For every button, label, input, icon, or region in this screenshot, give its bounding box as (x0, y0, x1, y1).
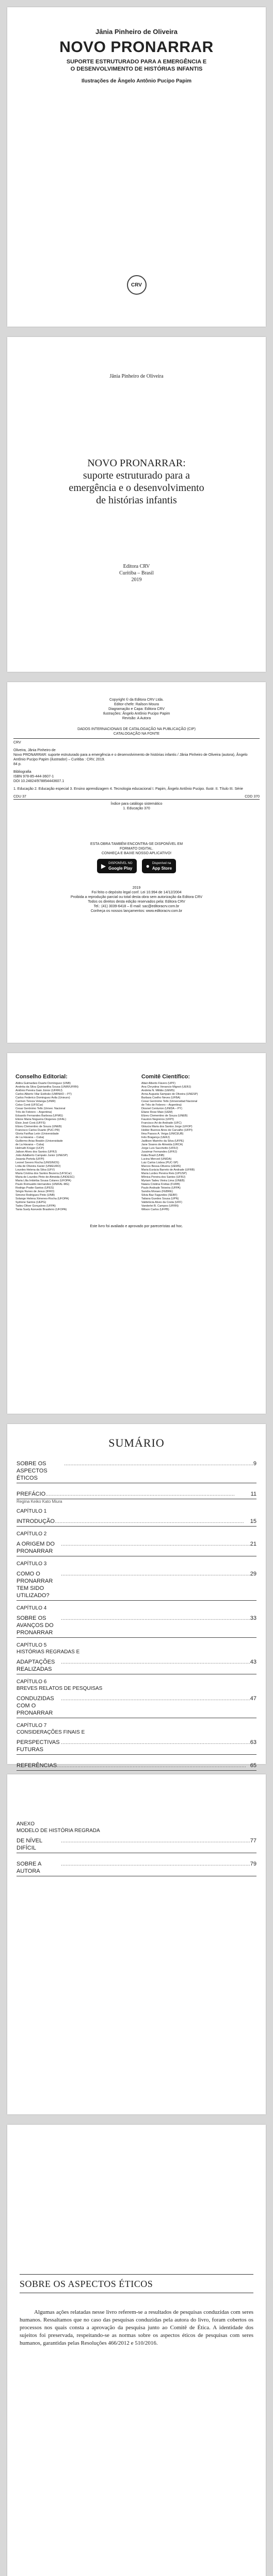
scientific-member: Barbara Coelho Neves (UFBA) (141, 1096, 181, 1099)
publisher-logo-text: CRV (131, 282, 142, 288)
toc-entry-page: 65 (250, 1762, 256, 1769)
toc-entry-line (17, 1457, 256, 1483)
toc-entry-page: 77 (250, 1838, 256, 1844)
toc-entry-dots: ........................................................................................................................ (57, 1762, 246, 1769)
toc-entry-label-2: MODELO DE HISTÓRIA REGRADA (17, 1828, 100, 1834)
half-title-subtitle-3: de histórias infantis (96, 495, 177, 506)
legal-line-4: Tel.: (41) 3039-6418 – E-mail: sac@editoracrv.com.br (93, 905, 180, 908)
toc-entry-dots: ........................................................................................................................ (61, 1861, 250, 1867)
editorial-member: Elione Maria Nogueira Diogenes (UFAL) (15, 1118, 67, 1121)
apple-icon: ● (146, 862, 150, 870)
toc-entry-page: 21 (250, 1541, 256, 1547)
toc-entry-page: 43 (250, 1659, 256, 1665)
editorial-member: Rodrigo Pratte-Santos (UFES) (15, 1187, 54, 1190)
toc-entry-label: INTRODUÇÃO (17, 1518, 55, 1524)
title-page-author: Jânia Pinheiro de Oliveira (95, 28, 178, 36)
toc-entry-chapter: CAPÍTULO 5 (17, 1642, 47, 1648)
editorial-member: Sérgio Nunes de Jesus (IFRO) (15, 1190, 55, 1193)
scientific-member: Marcos Bessa-Oliveira (UEMS) (141, 1165, 181, 1168)
scientific-member: Ana Chrystina Venancio Mignot (UERJ) (141, 1086, 191, 1089)
scientific-member: Altair Alberto Fávero (UPF) (141, 1082, 175, 1085)
toc-entry-label: PERSPECTIVAS FUTURAS (17, 1739, 60, 1753)
editorial-member: Francisco Carlos Duarte (PUC-PR) (15, 1129, 60, 1132)
editorial-member: Tadeu Oliver Gonçalves (UFPA) (15, 1205, 56, 1208)
toc-entry[interactable] (17, 1821, 256, 1853)
scientific-member: Jadilson Marinho da Silva (UFPE) (141, 1140, 184, 1143)
toc-entry-dots: ........................................................................................................................ (45, 1491, 235, 1497)
copyright-page (7, 682, 266, 1043)
editorial-member: Jailson Alves dos Santos (UFRJ) (15, 1150, 57, 1154)
google-play-top-text: DISPONÍVEL NO (108, 862, 133, 865)
toc-entry-label: COMO O PRONARRAR TEM SIDO UTILIZADO? (17, 1571, 53, 1599)
index-line-1: Índice para catálogo sistemático (110, 802, 163, 806)
editorial-member: Maria de Lourdes Pinto de Almeida (UNOESC) (15, 1176, 75, 1179)
scientific-member: Sandra Moraes (FEBRE) (141, 1190, 173, 1193)
ethics-body: Algumas ações relatadas nesse livro referem-se a resultados de pesquisas conduzidas com seres humanos. Ressaltamos que no caso das pesquisas conduzidas pela autora do livro, foram cobertos os processos nos quais consta a aprovação da pesquisa junto ao Comitê de Ética. A identidade dos sujeitos foi preservada, respeitando-se as normas sobre os aspectos éticos de pesquisas com seres humanos, garantidas pelas Resoluções 466/2012 e 510/2016. (20, 2309, 253, 2346)
toc-entry-label-2: HISTÓRIAS REGRADAS E (17, 1649, 80, 1655)
title-page (7, 7, 266, 327)
cip-line-4: Bibliografia (13, 770, 31, 774)
toc-entry-label-2: BREVES RELATOS DE PESQUISAS (17, 1686, 103, 1691)
catalog-title-2: CATALOGAÇÃO NA FONTE (113, 732, 160, 736)
editorial-member: Sydione Santos (UEPG) (15, 1201, 46, 1204)
copyright-line-3: Diagramação e Capa: Editora CRV (108, 707, 165, 711)
publisher-logo (127, 275, 147, 295)
toc-entry-dots: ........................................................................................................................ (54, 1518, 244, 1524)
toc-entry-page: 63 (250, 1739, 256, 1745)
app-store-text: App Store (152, 866, 172, 871)
app-store-top-text: Disponível na (152, 862, 171, 865)
scientific-member: Fauston Negreiros (UFPI) (141, 1118, 174, 1121)
scientific-member: Valdelúcia Alves da Costa (UFF) (141, 1201, 182, 1204)
toc-entry-label: CONDUZIDAS COM O PRONARRAR (17, 1696, 54, 1716)
toc-entry[interactable] (17, 1457, 256, 1483)
toc-entry-page: 33 (250, 1615, 256, 1621)
editorial-member: de La Havana – Cuba) (15, 1136, 44, 1139)
scientific-member: Cesar Gerónimo Tello (Universidad Nacional (141, 1100, 198, 1103)
editorial-member: Celso Conti (UFSCar) (15, 1104, 43, 1107)
half-title-publisher: Editora CRV (123, 564, 150, 569)
title-page-illustrator: Ilustrações de Ângelo Antônio Pucipo Papim (82, 78, 191, 84)
toc-entry[interactable] (17, 1722, 256, 1755)
copyright-line-5: Revisão: A Autora (122, 717, 151, 720)
editorial-member: Maria Lília Imbiriba Sousa Colares (UFOPA) (15, 1179, 71, 1182)
cip-line-3: 84 p. (13, 762, 22, 766)
legal-line-5: Conheça os nossos lançamentos: www.editoracrv.com.br (90, 909, 183, 913)
half-title-year: 2019 (131, 577, 142, 583)
editorial-member: João Adalberto Campato Junior (UNESP) (15, 1154, 68, 1157)
half-title-subtitle-1: suporte estruturado para a (83, 470, 190, 481)
scientific-member: Wilson Carlos (UFPB) (141, 1208, 169, 1211)
scientific-member: Mônica Pereira dos Santos (UFRJ) (141, 1176, 186, 1179)
scientific-member: Gláucia Maria dos Santos Jorge (UFOP) (141, 1125, 192, 1128)
cip-class-row (13, 794, 260, 799)
legal-line-2: Proibida a reprodução parcial ou total desta obra sem autorização da Editora CRV (70, 895, 203, 899)
editorial-member: Antônio Pereira Gaio Júnior (UFRRJ) (15, 1089, 62, 1092)
editorial-member: Carmen Tereza Velanga (UNIR) (15, 1100, 56, 1103)
toc-entry-line (17, 1736, 256, 1755)
scientific-member: Vanderlei B. Campos (UFRN) (141, 1205, 179, 1208)
copyright-line-2: Editor-chefe: Railson Moura (114, 703, 159, 706)
google-play-button[interactable] (97, 859, 137, 873)
toc-entry-line (17, 1487, 256, 1499)
editorial-member: Lídia de Oliveira Xavier (UNIEURO) (15, 1165, 61, 1168)
scientific-member: Andréia N. Militão (UEMS) (141, 1089, 175, 1092)
scientific-member: Luiz Carlos Lisboa (PUC-SP) (141, 1161, 179, 1164)
toc-entry-label: PREFÁCIO (17, 1491, 46, 1497)
editorial-member: Leonel Severo Rocha (UNISINOS) (15, 1161, 59, 1164)
toc-entry[interactable] (17, 1531, 256, 1556)
title-page-subtitle-1: SUPORTE ESTRUTURADO PARA A EMERGÊNCIA E (66, 59, 207, 65)
cip-top-rule (13, 738, 260, 739)
cip-line-2: Novo PRONARRAR: suporte estruturado para a emergência e o desenvolvimento de histórias infantis / Jânia Pinheiro de Oliveira (autora), Ângelo Antônio Pucipo Papim (ilustrador) – Curitiba : CRV, 2019. (13, 753, 248, 761)
ethics-title: SOBRE OS ASPECTOS ÉTICOS (20, 2279, 153, 2289)
toc-entry-label: DE NÍVEL DIFÍCIL (17, 1838, 42, 1851)
editorial-member: Gloria Fariñas León (Universidade (15, 1132, 59, 1136)
toc-cont-page (7, 1774, 266, 2114)
digital-line-1: ESTA OBRA TAMBÉM ENCONTRA-SE DISPONÍVEL EM (90, 842, 183, 846)
toc-entry-chapter: CAPÍTULO 6 (17, 1679, 47, 1685)
toc-entry-page: 79 (250, 1861, 256, 1867)
toc-entry-page: 29 (250, 1571, 256, 1577)
scientific-member: Myriam Tadeu Vieira Lima (UNEB) (141, 1179, 185, 1182)
toc-entry-dots: ........................................................................................................................ (61, 1541, 250, 1547)
scientific-member: Kátia Brazil (UNB) (141, 1154, 165, 1157)
toc-entry[interactable] (17, 1487, 256, 1504)
editorial-member: Aldira Guimarães Duarte Domínguez (UNB) (15, 1082, 71, 1085)
toc-entry-dots: ........................................................................................................................ (61, 1696, 250, 1702)
cip-line-5: ISBN 978-85-444-3607-1 (13, 775, 54, 778)
cip-bottom-rule (13, 799, 260, 800)
toc-page (7, 1424, 266, 1769)
cip-label: CRV (13, 741, 21, 744)
digital-line-3: CONHEÇA E BAIXE NOSSO APLICATIVO! (101, 852, 172, 855)
toc-entry-dots: ........................................................................................................................ (61, 1838, 250, 1844)
toc-entry-line (17, 1567, 256, 1601)
scientific-member: Ilma Passos A. Veiga (UNICEUB) (141, 1132, 184, 1136)
legal-year: 2019 (132, 886, 141, 890)
toc-entry-page: 15 (250, 1518, 256, 1524)
catalog-title-1: DADOS INTERNACIONAIS DE CATALOGAÇÃO NA PUBLICAÇÃO (CIP) (77, 727, 196, 731)
editorial-member: Tania Suely Azevedo Brasileiro (UFOPA) (15, 1208, 67, 1211)
toc-entry-dots: ........................................................................................................................ (61, 1571, 250, 1577)
toc-entry-sub: Regina Keiko Kato Miura (17, 1499, 62, 1504)
scientific-member: Francisco Ari de Andrade (UFC) (141, 1122, 182, 1125)
scientific-member: Diosnel Centurion (UNIDA – PY) (141, 1107, 183, 1110)
editorial-board-title: Conselho Editorial: (15, 1074, 68, 1080)
toc-entry-chapter: CAPÍTULO 3 (17, 1561, 47, 1567)
scientific-member: Silvia Baz Fagundes (SEBF) (141, 1194, 178, 1197)
half-title-subtitle-2: emergência e o desenvolvimento (69, 482, 204, 494)
toc-entry-line (17, 1537, 256, 1556)
board-page (7, 1053, 266, 1414)
editorial-member: Carlos Federico Dominguez Avila (Unieuro) (15, 1096, 70, 1099)
cip-line-7: 1. Educação 2. Educação especial 3. Ensino aprendizagem 4. Tecnologia educacional I. Papim, Ângelo Antônio Pucipo. Ilustr. II. Título III. Série (13, 787, 243, 791)
scientific-member: Eliane Rose Maio (UEM) (141, 1111, 173, 1114)
board-note: Este livro foi avaliado e aprovado por pareceristas ad hoc. (90, 1225, 183, 1228)
editorial-member: Solange Helena Ximenes-Rocha (UFOPA) (15, 1197, 69, 1200)
toc-entry-page: 47 (250, 1696, 256, 1702)
toc-entry-page: 9 (253, 1461, 256, 1467)
toc-entry-label-2: CONSIDERAÇÕES FINAIS E (17, 1730, 85, 1735)
cip-line-6: DOI 10.24824/978854443607.1 (13, 779, 65, 783)
editorial-member: Lourdes Helena da Silva (UFV) (15, 1168, 55, 1172)
google-play-icon: ▶ (101, 862, 106, 870)
toc-entry-label: REFERÊNCIAS (17, 1762, 57, 1769)
scientific-member: Tatiana Guedes Sousa (UPN) (141, 1197, 179, 1200)
editorial-member: de La Havana – Cuba) (15, 1143, 44, 1146)
scientific-member: Jussimar Fernandes (UFRJ) (141, 1150, 177, 1154)
title-page-subtitle-2: O DESENVOLVIMENTO DE HISTÓRIAS INFANTIS (70, 66, 203, 72)
toc-entry-page: 11 (250, 1491, 256, 1497)
scientific-member: Lucina Merced (UNIDA) (141, 1158, 172, 1161)
app-store-button[interactable] (142, 859, 176, 873)
cip-cdu: CDU 37 (13, 795, 26, 799)
editorial-member: Cesar Gerónimo Tello (Univer. Nacional (15, 1107, 66, 1110)
toc-entry[interactable] (17, 1508, 256, 1527)
toc-entry-line (17, 1612, 256, 1638)
toc-entry-dots: ........................................................................................................................ (61, 1615, 250, 1621)
scientific-committee (141, 1074, 258, 1212)
editorial-member: Paulo Romualdo Hernandes (UNIFAL-MG) (15, 1183, 70, 1186)
scientific-member: de Três de Febrero – Argentina) (141, 1104, 182, 1107)
toc-entry[interactable] (17, 1759, 256, 1771)
copyright-line-1: Copyright © da Editora CRV Ltda. (109, 698, 164, 702)
half-title-title: NOVO PRONARRAR: (87, 457, 186, 469)
legal-line-1: Foi feito o depósito legal conf. Lei 10.994 de 14/12/2004 (91, 891, 182, 894)
scientific-member: Jorge Luís Sacchetto (UFRJ) (141, 1147, 178, 1150)
toc-entry-chapter: CAPÍTULO 7 (17, 1723, 47, 1728)
editorial-member: Élsio José Corá (UFFS) (15, 1122, 46, 1125)
scientific-member: Maria Eurácia Barreto de Andrade (UFRB) (141, 1168, 195, 1172)
cip-line-1: Oliveira, Jânia Pinheiro de (13, 749, 56, 752)
editorial-member: Helmuth Krüger (UCP) (15, 1147, 44, 1150)
editorial-member: Elizeu Clementino de Souza (UNEB) (15, 1125, 62, 1128)
editorial-member: Simone Rodrigues Pinto (UNB) (15, 1194, 55, 1197)
scientific-member: Maria Lurdes Pereira Reis (UPUSP) (141, 1172, 187, 1175)
editorial-member: Maria Cristina dos Santos Bezerra (UFSCar) (15, 1172, 72, 1175)
toc-entry-label: A ORIGEM DO PRONARRAR (17, 1541, 55, 1554)
legal-line-3: Todos os direitos desta edição reservados pela: Editora CRV (88, 900, 185, 904)
scientific-member: Naiara Cristina Freitas (FURB) (141, 1183, 180, 1186)
toc-entry-line (17, 1692, 256, 1718)
title-page-title: NOVO PRONARRAR (59, 39, 214, 56)
scientific-member: Anna Augusta Sampaio de Oliveira (UNESP) (141, 1093, 198, 1096)
editorial-member: Carlos Alberto Vilar Estêvão (UMINHO – PT) (15, 1093, 72, 1096)
toc-entry[interactable] (17, 1857, 256, 1876)
scientific-member: Jane Soares de Almeida (URCA) (141, 1143, 183, 1146)
ethics-page (7, 2125, 266, 2576)
toc-entry-label: SOBRE OS AVANÇOS DO PRONARRAR (17, 1615, 54, 1636)
toc-entry-chapter: CAPÍTULO 2 (17, 1531, 47, 1537)
toc-entry[interactable] (17, 1605, 256, 1638)
editorial-board (15, 1074, 132, 1212)
toc-entry-chapter: ANEXO (17, 1821, 35, 1827)
copyright-line-4: Ilustrações: Ângelo Antônio Pucipo Papim (103, 712, 170, 716)
cip-cdd: CDD 370 (245, 795, 260, 799)
toc-entry-chapter: CAPÍTULO 1 (17, 1509, 47, 1514)
toc-entry-dots: ........................................................................................................................ (61, 1739, 250, 1745)
toc-entry-line (17, 1759, 256, 1771)
toc-entry-line (17, 1655, 256, 1674)
scientific-member: Inês Bragança (UERJ) (141, 1136, 170, 1139)
digital-line-2: FORMATO DIGITAL. (120, 847, 153, 851)
editorial-member: Andréia da Silva Quintanilha Sousa (UNIR/UFRN) (15, 1086, 78, 1089)
editorial-member: Guillermo Arias Beatón (Universidade (15, 1140, 63, 1143)
toc-entry-chapter: CAPÍTULO 4 (17, 1605, 47, 1611)
toc-entry[interactable] (17, 1642, 256, 1674)
toc-entry-line (17, 1857, 256, 1876)
toc-entry[interactable] (17, 1679, 256, 1718)
scientific-member: Paulo Andrade Teixeira (UFPA) (141, 1187, 181, 1190)
index-line-2: 1. Educação 370 (123, 807, 150, 810)
scientific-member: Elizeu Clementino de Souza (UNEB) (141, 1114, 188, 1117)
half-title-city: Curitiba – Brasil (119, 570, 154, 576)
toc-entry-line (17, 1515, 256, 1527)
toc-entry-line (17, 1834, 256, 1853)
editorial-member: Três de Febrero – Argentina) (15, 1111, 52, 1114)
toc-entry-label: SOBRE A AUTORA (17, 1861, 41, 1874)
toc-entry-dots: ........................................................................................................................ (61, 1659, 250, 1665)
toc-entry[interactable] (17, 1561, 256, 1601)
toc-entry-dots: ........................................................................................................................ (64, 1461, 253, 1467)
editorial-member: Josania Portela (UFPI) (15, 1158, 44, 1161)
editorial-member: Eduardo Fernandes Barbosa (UFMG) (15, 1114, 63, 1117)
scientific-member: Helder Buenos Aires de Carvalho (UFPI) (141, 1129, 192, 1132)
google-play-text: Google Play (108, 866, 133, 871)
half-title-page (7, 337, 266, 672)
scientific-committee-title: Comitê Científico: (141, 1074, 190, 1080)
half-title-author: Jânia Pinheiro de Oliveira (109, 374, 164, 379)
toc-entry-label: ADAPTAÇÕES REALIZADAS (17, 1659, 55, 1672)
toc-title: SUMÁRIO (108, 1436, 165, 1449)
toc-entry-label: SOBRE OS ASPECTOS ÉTICOS (17, 1461, 47, 1481)
